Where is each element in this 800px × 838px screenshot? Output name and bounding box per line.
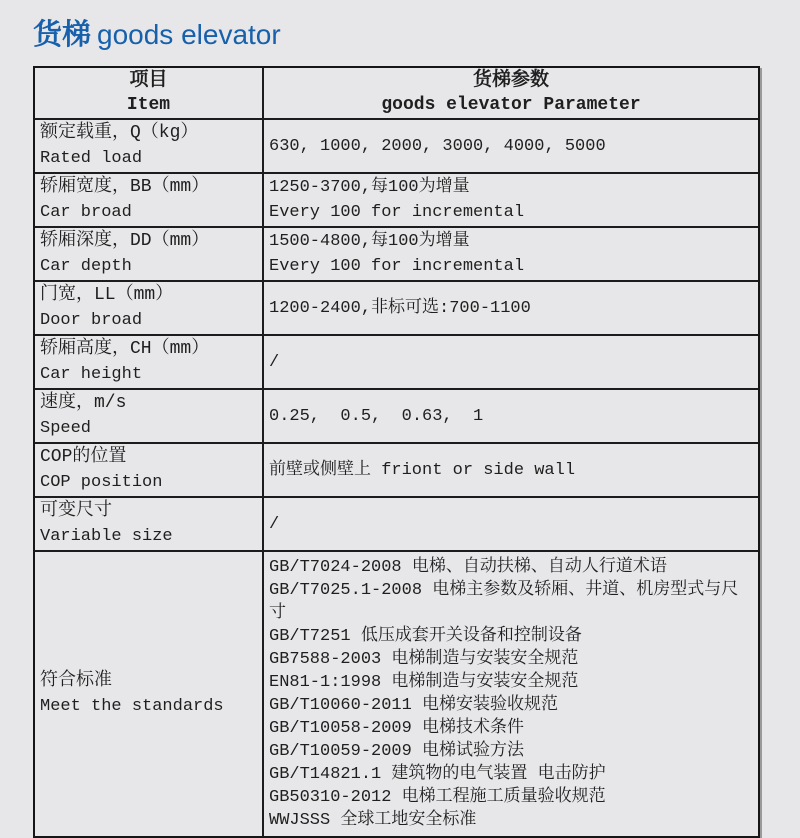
item-label-en: Car broad (40, 203, 132, 222)
value-line: EN81-1:1998 电梯制造与安装安全规范 (269, 673, 579, 692)
table-row (35, 120, 758, 174)
item-cell (35, 390, 264, 442)
value-line: GB50310-2012 电梯工程施工质量验收规范 (269, 788, 606, 807)
table-body (35, 120, 758, 836)
value-line: 1200-2400,非标可选:700-1100 (269, 298, 531, 318)
value-line: / (269, 352, 280, 372)
table-row (35, 444, 758, 498)
item-label-en: Meet the standards (40, 697, 224, 716)
item-label-en: Car depth (40, 257, 132, 276)
value-line: GB/T7024-2008 电梯、自动扶梯、自动人行道术语 (269, 558, 667, 577)
item-cell (35, 282, 264, 334)
item-label-zh: 可变尺寸 (40, 501, 112, 521)
value-line: GB/T10060-2011 电梯安装验收规范 (269, 696, 559, 715)
value-cell (264, 444, 758, 496)
value-cell (264, 282, 758, 334)
item-cell (35, 228, 264, 280)
value-line: 1250-3700,每100为增量 (269, 178, 470, 197)
item-label-en: COP position (40, 473, 163, 492)
page-title-en: goods elevator (97, 19, 281, 50)
header-parameter-cell (264, 68, 758, 118)
value-line: WWJSSS 全球工地安全标准 (269, 811, 477, 830)
item-cell (35, 498, 264, 550)
value-line: Every 100 for incremental (269, 203, 525, 222)
header-item-zh: 项目 (129, 69, 168, 91)
table-row (35, 336, 758, 390)
item-label-zh: 符合标准 (40, 671, 112, 691)
value-cell (264, 498, 758, 550)
table-row (35, 552, 758, 836)
table-row (35, 174, 758, 228)
value-cell (264, 552, 758, 836)
item-label-en: Door broad (40, 311, 143, 330)
item-cell (35, 336, 264, 388)
item-label-zh: 速度，m/s (40, 393, 127, 413)
value-line: GB7588-2003 电梯制造与安装安全规范 (269, 650, 579, 669)
parameters-table (33, 66, 760, 838)
header-parameter-en: goods elevator Parameter (381, 95, 641, 115)
value-cell (264, 390, 758, 442)
item-label-zh: COP的位置 (40, 447, 127, 467)
item-cell (35, 120, 264, 172)
item-label-zh: 轿厢深度，DD（mm） (40, 231, 210, 251)
item-label-zh: 轿厢高度，CH（mm） (40, 339, 210, 359)
item-cell (35, 174, 264, 226)
value-cell (264, 228, 758, 280)
table-row (35, 498, 758, 552)
item-cell (35, 444, 264, 496)
item-cell (35, 552, 264, 836)
value-line: 前壁或侧壁上 friont or side wall (269, 460, 576, 480)
item-label-zh: 门宽，LL（mm） (40, 285, 174, 305)
header-item-en: Item (126, 95, 171, 115)
header-item-cell (35, 68, 264, 118)
item-label-zh: 轿厢宽度，BB（mm） (40, 177, 210, 197)
table-header-row (35, 68, 758, 120)
value-line: 0.25, 0.5, 0.63, 1 (269, 406, 484, 426)
value-line: 630, 1000, 2000, 3000, 4000, 5000 (269, 136, 606, 156)
value-cell (264, 174, 758, 226)
value-line: GB/T7025.1-2008 电梯主参数及轿厢、井道、机房型式与尺寸 (269, 581, 739, 623)
value-line: GB/T10058-2009 电梯技术条件 (269, 719, 525, 738)
value-line: GB/T7251 低压成套开关设备和控制设备 (269, 627, 582, 646)
page-title-zh: 货梯 (33, 17, 92, 51)
table-row (35, 228, 758, 282)
value-cell (264, 336, 758, 388)
value-line: GB/T10059-2009 电梯试验方法 (269, 742, 525, 761)
header-parameter-zh: 货梯参数 (472, 69, 549, 91)
value-line: / (269, 514, 280, 534)
item-label-zh: 额定载重，Q（kg） (40, 123, 199, 143)
value-line: GB/T14821.1 建筑物的电气装置 电击防护 (269, 765, 606, 784)
item-label-en: Car height (40, 365, 143, 384)
value-cell (264, 120, 758, 172)
value-line: Every 100 for incremental (269, 257, 525, 276)
table-row (35, 282, 758, 336)
table-row (35, 390, 758, 444)
item-label-en: Rated load (40, 149, 143, 168)
item-label-en: Variable size (40, 527, 173, 546)
item-label-en: Speed (40, 419, 92, 438)
page-title (33, 12, 281, 53)
value-line: 1500-4800,每100为增量 (269, 232, 470, 251)
